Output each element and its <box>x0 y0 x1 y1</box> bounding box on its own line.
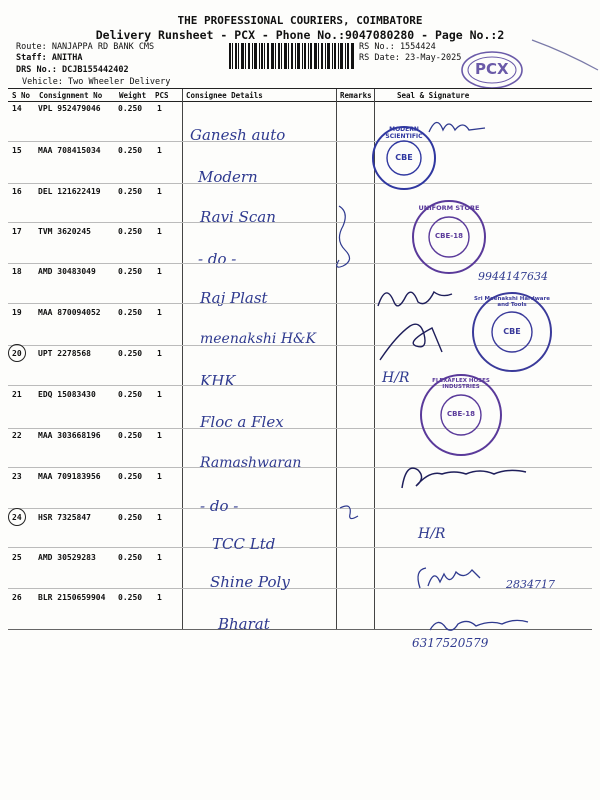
stamp-inner-text: CBE <box>395 153 413 162</box>
row-consignment: MAA 708415034 <box>38 146 101 155</box>
uniform-store-stamp <box>410 198 488 276</box>
col-divider-consignee <box>182 89 183 629</box>
row-weight: 0.250 <box>118 513 143 522</box>
flexaflex-hoses-stamp <box>418 372 504 458</box>
row-consignee-handwritten: - do - <box>200 497 239 515</box>
row-sno: 20 <box>12 349 22 358</box>
signature <box>376 316 446 366</box>
signature <box>372 278 462 318</box>
phone-note: 2834717 <box>506 578 555 591</box>
row-consignment: EDQ 15083430 <box>38 390 96 399</box>
col-header-pcs: PCS <box>155 91 169 100</box>
col-header-weight: Weight <box>119 91 147 100</box>
row-separator <box>8 141 592 142</box>
row-consignment: MAA 870094052 <box>38 308 101 317</box>
row-consignment: UPT 2278568 <box>38 349 91 358</box>
row-sno: 14 <box>12 104 22 113</box>
row-consignee-handwritten: Modern <box>198 168 258 186</box>
row-pcs: 1 <box>157 431 162 440</box>
stamp-inner-text: CBE-18 <box>435 232 463 240</box>
runsheet-title: Delivery Runsheet - PCX - Phone No.:9047080280 - Page No.:2 <box>95 28 505 42</box>
row-consignee-handwritten: Raj Plast <box>200 289 268 307</box>
stamp-inner-text: CBE <box>503 327 521 336</box>
row-weight: 0.250 <box>118 431 143 440</box>
meenakshi-hardware-stamp <box>470 290 554 374</box>
row-sno: 25 <box>12 553 22 562</box>
row-separator <box>8 222 592 223</box>
pen-stroke <box>530 30 600 90</box>
row-separator <box>8 508 592 509</box>
stamp-inner-text: CBE-18 <box>447 410 475 418</box>
row-consignee-handwritten: TCC Ltd <box>212 535 276 553</box>
row-consignment: MAA 303668196 <box>38 431 101 440</box>
col-divider-remarks <box>336 89 337 629</box>
row-weight: 0.250 <box>118 390 143 399</box>
row-sno: 19 <box>12 308 22 317</box>
table-top-border <box>8 88 592 89</box>
row-sno: 21 <box>12 390 22 399</box>
row-consignment: TVM 3620245 <box>38 227 91 236</box>
row-weight: 0.250 <box>118 267 143 276</box>
row-consignment: BLR 2150659904 <box>38 593 106 602</box>
row-consignee-handwritten: Floc a Flex <box>200 413 284 431</box>
row-separator <box>8 428 592 429</box>
rs-number: RS No.: 1554424 <box>359 42 436 52</box>
row-weight: 0.250 <box>118 472 143 481</box>
row-consignment: VPL 952479046 <box>38 104 101 113</box>
drs-label: DRS No.: DCJB155442402 <box>16 65 129 75</box>
row-weight: 0.250 <box>118 593 143 602</box>
pcx-stamp-text: PCX <box>475 60 509 78</box>
row-consignee-handwritten: - do - <box>198 250 237 268</box>
signature <box>425 110 495 140</box>
row-sno: 26 <box>12 593 22 602</box>
row-pcs: 1 <box>157 104 162 113</box>
row-pcs: 1 <box>157 553 162 562</box>
barcode <box>229 43 354 69</box>
row-pcs: 1 <box>157 267 162 276</box>
row-weight: 0.250 <box>118 553 143 562</box>
row-pcs: 1 <box>157 308 162 317</box>
phone-note: 9944147634 <box>478 270 548 283</box>
stamp-text: FLEXAFLEX HOSES INDUSTRIES <box>432 378 490 390</box>
remarks-hr: H/R <box>418 526 446 542</box>
row-consignee-handwritten: Ramashwaran <box>200 455 302 471</box>
row-pcs: 1 <box>157 390 162 399</box>
extra-consignee-handwritten: Bharat <box>218 615 270 633</box>
stamp-text: Sri Meenakshi Hardware and Tools <box>474 296 550 308</box>
row-pcs: 1 <box>157 146 162 155</box>
row-consignee-handwritten: meenakshi H&K <box>200 331 316 347</box>
row-sno: 22 <box>12 431 22 440</box>
row-consignee-handwritten: KHK <box>200 372 236 390</box>
row-weight: 0.250 <box>118 187 143 196</box>
vehicle-label: Vehicle: Two Wheeler Delivery <box>22 77 171 87</box>
row-sno: 17 <box>12 227 22 236</box>
staff-label: Staff: ANITHA <box>16 53 83 63</box>
col-header-sno: S No <box>12 91 31 100</box>
row-consignment: HSR 7325847 <box>38 513 91 522</box>
row-sno: 18 <box>12 267 22 276</box>
row-pcs: 1 <box>157 472 162 481</box>
row-sno: 23 <box>12 472 22 481</box>
row-weight: 0.250 <box>118 104 143 113</box>
stamp-text: MODERN SCIENTIFIC <box>385 126 423 140</box>
row-sno: 24 <box>12 513 22 522</box>
row-pcs: 1 <box>157 187 162 196</box>
row-pcs: 1 <box>157 349 162 358</box>
row-separator <box>8 183 592 184</box>
row-pcs: 1 <box>157 513 162 522</box>
stamp-text: UNIFORM STORE <box>418 204 480 212</box>
row-weight: 0.250 <box>118 227 143 236</box>
row-weight: 0.250 <box>118 349 143 358</box>
route-label: Route: NANJAPPA RD BANK CMS <box>16 42 155 52</box>
signature <box>410 560 510 596</box>
col-header-consignee: Consignee Details <box>186 91 263 100</box>
row-sno: 16 <box>12 187 22 196</box>
row-pcs: 1 <box>157 593 162 602</box>
row-consignment: DEL 121622419 <box>38 187 101 196</box>
row-separator <box>8 263 592 264</box>
row-weight: 0.250 <box>118 146 143 155</box>
pcx-stamp <box>458 46 530 92</box>
company-title: THE PROFESSIONAL COURIERS, COIMBATORE <box>177 14 423 27</box>
col-header-consignment: Consignment No <box>39 91 103 100</box>
col-header-signature: Seal & Signature <box>397 91 470 100</box>
col-header-remarks: Remarks <box>340 91 372 100</box>
remarks-hr: H/R <box>382 370 410 386</box>
row-consignee-handwritten: Shine Poly <box>210 573 290 591</box>
row-pcs: 1 <box>157 227 162 236</box>
row-consignment: AMD 30529283 <box>38 553 96 562</box>
pen-scribble <box>336 500 366 525</box>
row-consignment: MAA 709183956 <box>38 472 101 481</box>
table-header-border <box>8 101 592 102</box>
pen-scribble <box>325 200 365 280</box>
phone-note: 6317520579 <box>412 636 489 650</box>
row-separator <box>8 385 592 386</box>
row-sno: 15 <box>12 146 22 155</box>
row-weight: 0.250 <box>118 308 143 317</box>
signature <box>396 452 536 494</box>
row-consignee-handwritten: Ganesh auto <box>190 126 286 144</box>
row-separator <box>8 547 592 548</box>
row-consignment: AMD 30483049 <box>38 267 96 276</box>
rs-date: RS Date: 23-May-2025 <box>359 53 462 63</box>
row-consignee-handwritten: Ravi Scan <box>200 208 276 226</box>
